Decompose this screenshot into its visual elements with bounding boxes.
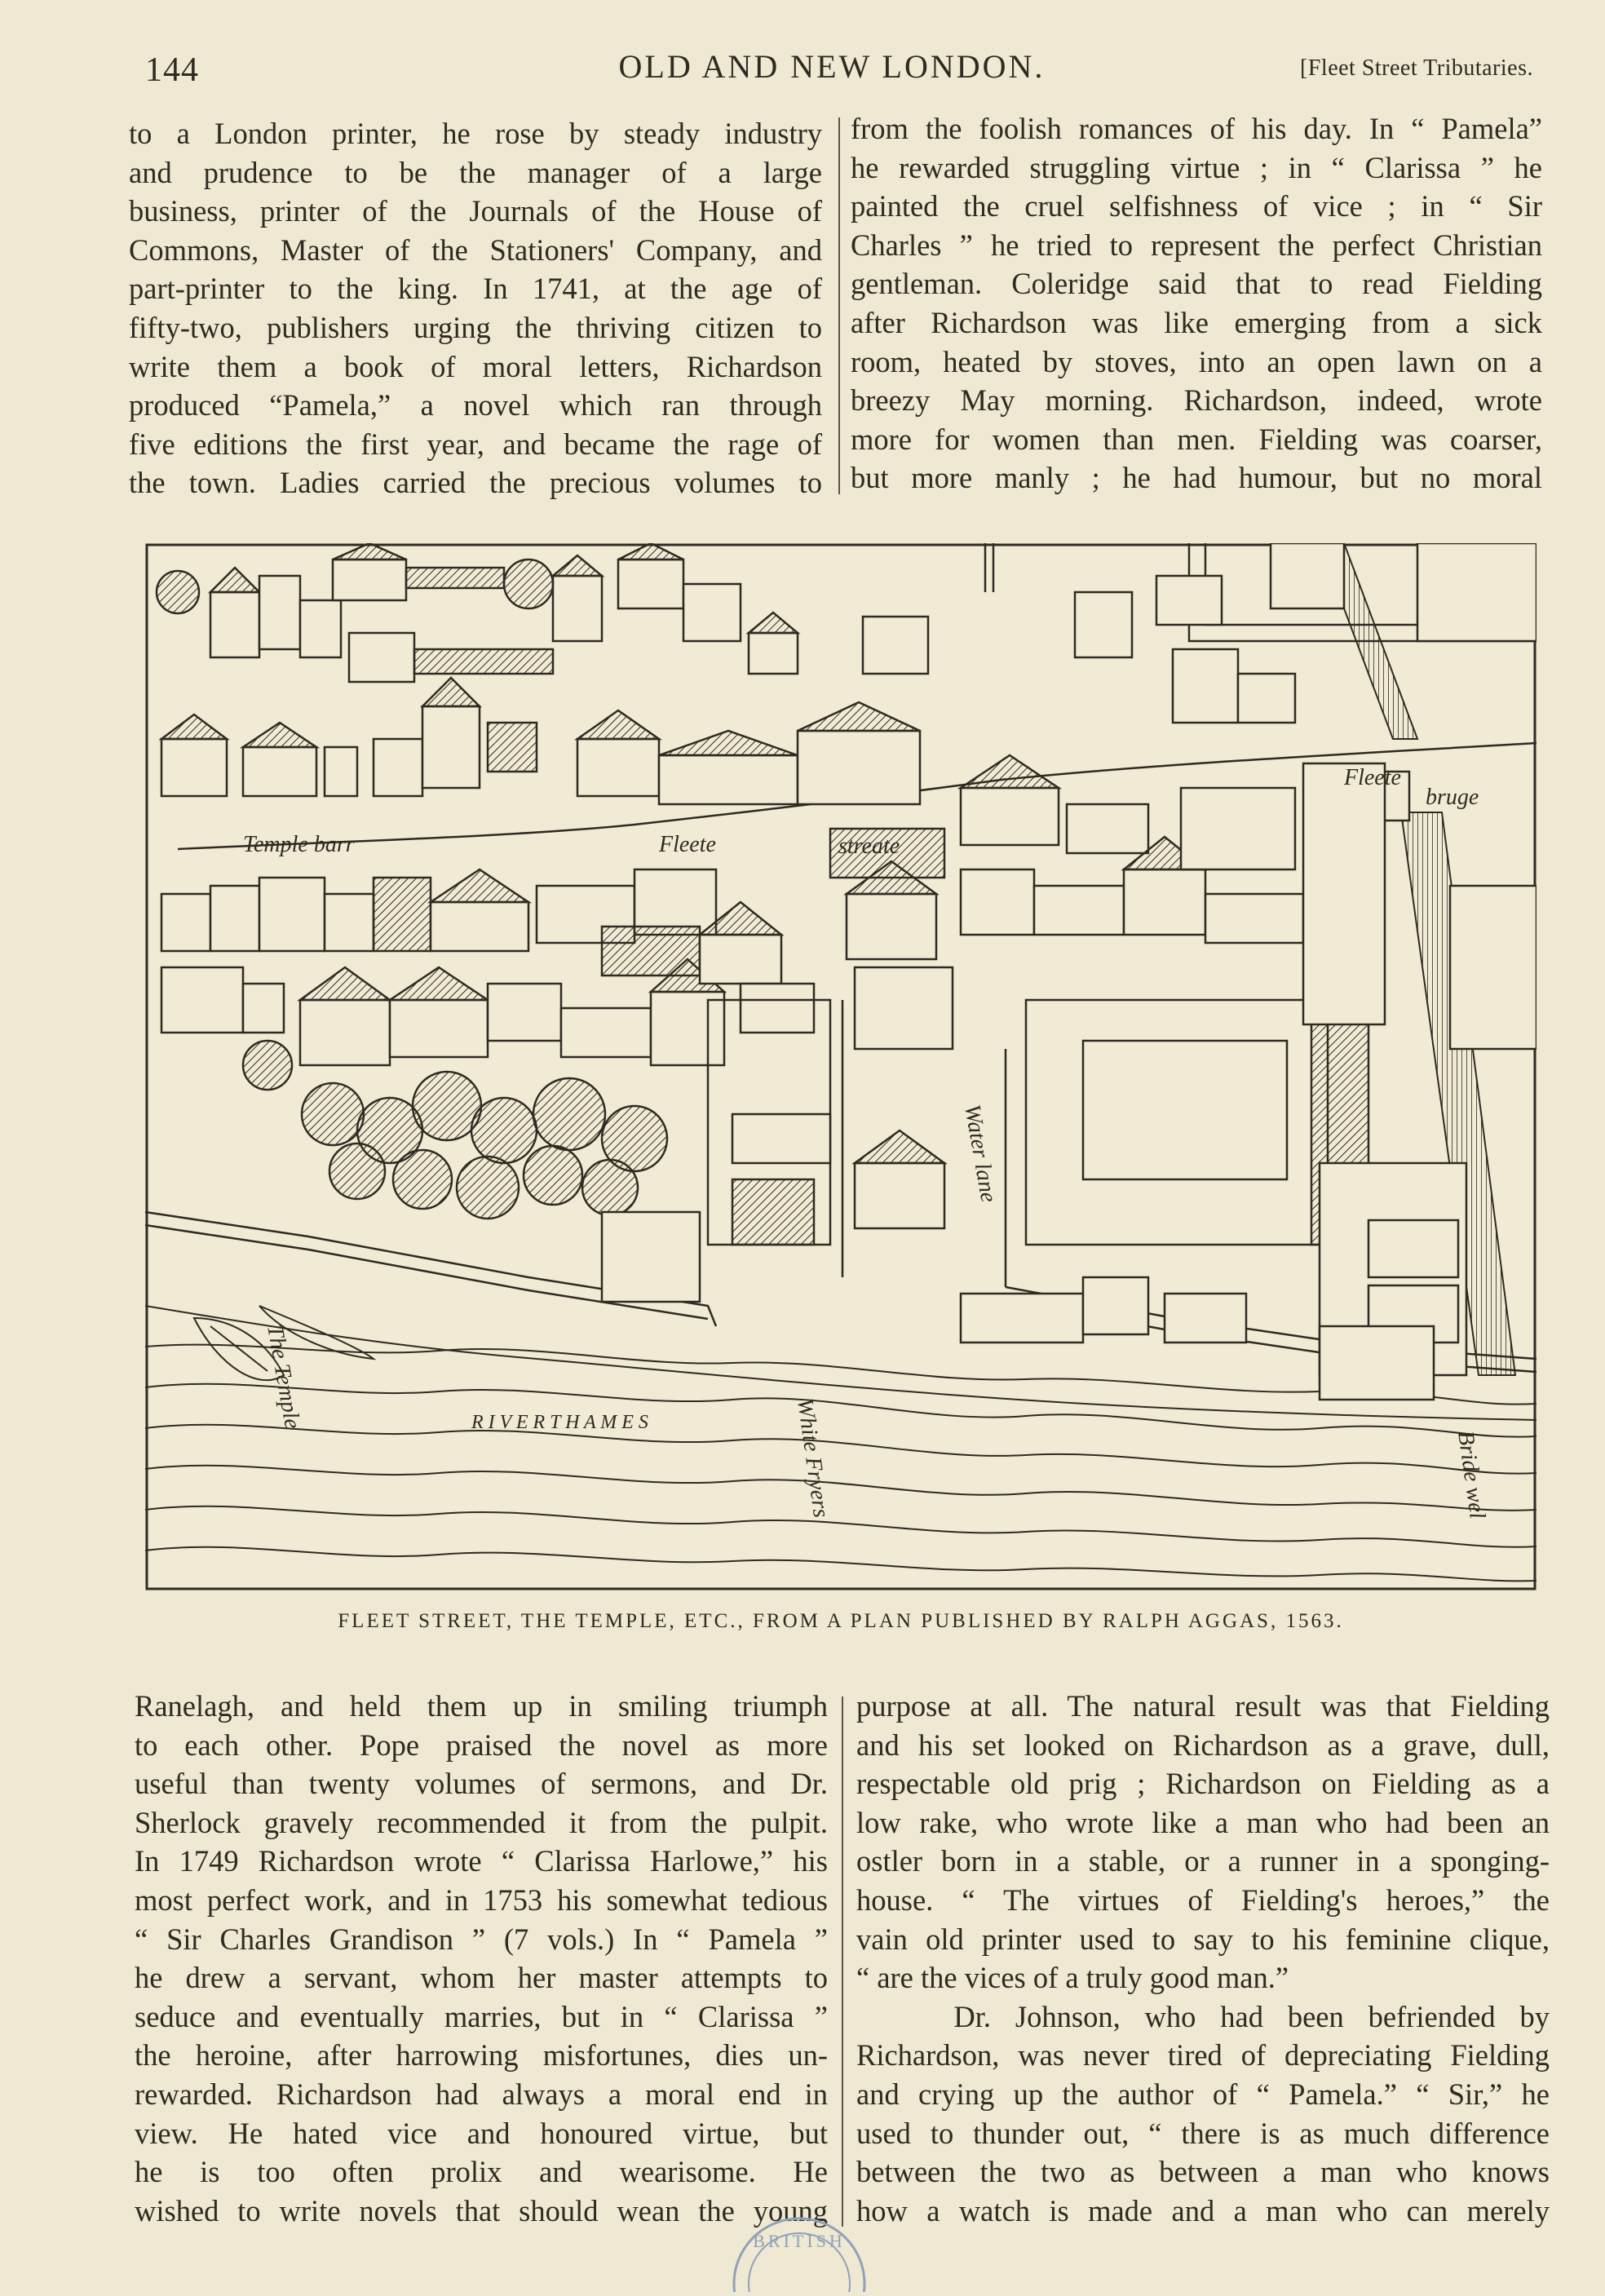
text-line: Richardson, was never tired of depreciating Fielding [856,2038,1550,2073]
text-line: rewarded. Richardson had always a moral end in [135,2077,828,2111]
text-line: low rake, who wrote like a man who had been an [856,1805,1550,1839]
text-line: how a watch is made and a man who can merely [856,2193,1550,2227]
text-line: Commons, Master of the Stationers' Company, and [129,232,822,267]
text-line: and his set looked on Richardson as a grave, dull, [856,1728,1550,1762]
label-streate: streate [838,834,900,859]
label-bruge: bruge [1426,785,1479,810]
text-line: and prudence to be the manager of a large [129,155,822,189]
text-line: after Richardson was like emerging from a sick [851,305,1542,339]
text-line: “ are the vices of a truly good man.” [856,1961,1289,1995]
text-line: more for women than men. Fielding was coarser, [851,422,1542,456]
label-water-lane: Water lane [959,1102,1001,1205]
label-bride-well: Bride wel [1452,1429,1490,1521]
label-fleete-bridge: Fleete [1344,765,1401,790]
text-line: he is too often prolix and wearisome. He [135,2155,828,2189]
column-rule [838,117,840,494]
text-column-bottom-right [856,1687,1550,2230]
text-line: business, printer of the Journals of the House of [129,194,822,228]
text-line: In 1749 Richardson wrote “ Clarissa Harlowe,” his [135,1844,828,1878]
text-column-bottom-left [135,1687,828,2230]
column-rule [842,1697,843,2227]
text-line: wished to write novels that should wean the young [135,2193,828,2227]
text-line: produced “Pamela,” a novel which ran through [129,388,822,422]
text-line: purpose at all. The natural result was that Fielding [856,1689,1550,1723]
text-line: ostler born in a stable, or a runner in a sponging- [856,1844,1550,1878]
text-line: view. He hated vice and honoured virtue, but [135,2116,828,2150]
text-line: part-printer to the king. In 1741, at the age of [129,272,822,306]
text-line: he rewarded struggling virtue ; in “ Clarissa ” he [851,150,1542,184]
text-line: and crying up the author of “ Pamela.” “ Sir,” he [856,2077,1550,2111]
page-number: 144 [145,51,199,89]
text-line: Charles ” he tried to represent the perfect Christian [851,228,1542,262]
text-line: seduce and eventually marries, but in “ Clarissa ” [135,1999,828,2033]
text-line: write them a book of moral letters, Richardson [129,349,822,383]
text-line: five editions the first year, and became the rage of [129,427,822,461]
library-stamp [718,2210,881,2292]
text-line: the heroine, after harrowing misfortunes, dies un- [135,2038,828,2073]
text-line: breezy May morning. Richardson, indeed, wrote [851,383,1542,418]
text-line: “ Sir Charles Grandison ” (7 vols.) In “ Pamela ” [135,1922,828,1956]
text-line: painted the cruel selfishness of vice ; in “ Sir [851,189,1542,223]
text-line: between the two as between a man who knows [856,2155,1550,2189]
text-line: Sherlock gravely recommended it from the pulpit. [135,1805,828,1839]
running-title: OLD AND NEW LONDON. [618,48,1046,85]
text-column-top-left [129,114,822,502]
label-temple-bar: Temple barr [243,832,355,857]
text-line: to each other. Pope praised the novel as more [135,1728,828,1762]
text-line: vain old printer used to say to his feminine clique, [856,1922,1550,1956]
text-line: the town. Ladies carried the precious volumes to [129,466,822,500]
label-the-temple: The Temple [262,1322,306,1431]
text-line: house. “ The virtues of Fielding's heroes,” the [856,1882,1550,1917]
text-line: used to thunder out, “ there is as much difference [856,2116,1550,2150]
text-line: to a London printer, he rose by steady industry [129,117,822,150]
text-line: fifty-two, publishers urging the thriving citizen to [129,310,822,344]
svg-text:BRITISH: BRITISH [753,2231,846,2251]
running-header [130,42,1533,91]
label-fleete: Fleete [659,832,716,857]
text-line: he drew a servant, whom her master attempts to [135,1961,828,1995]
text-line: room, heated by stoves, into an open lawn on a [851,344,1542,378]
text-line: most perfect work, and in 1753 his somewhat tedious [135,1882,828,1917]
text-column-top-right [851,109,1542,498]
map-engraving [145,543,1536,1590]
text-line: from the foolish romances of his day. In “ Pamela” [851,112,1542,145]
text-line: gentleman. Coleridge said that to read Fielding [851,267,1542,301]
label-white-fryers: White Fryers [792,1396,834,1520]
text-line: but more manly ; he had humour, but no moral [851,461,1542,495]
text-line: Dr. Johnson, who had been befriended by [856,1999,1550,2033]
text-line: Ranelagh, and held them up in smiling triumph [135,1689,828,1723]
text-line: useful than twenty volumes of sermons, and Dr. [135,1767,828,1801]
text-line: respectable old prig ; Richardson on Fielding as a [856,1767,1550,1801]
label-river-thames: R I V E R T H A M E S [471,1412,648,1433]
figure-caption: FLEET STREET, THE TEMPLE, ETC., FROM A PLAN PUBLISHED BY RALPH AGGAS, 1563. [338,1610,1344,1632]
section-title: [Fleet Street Tributaries. [1300,55,1533,81]
